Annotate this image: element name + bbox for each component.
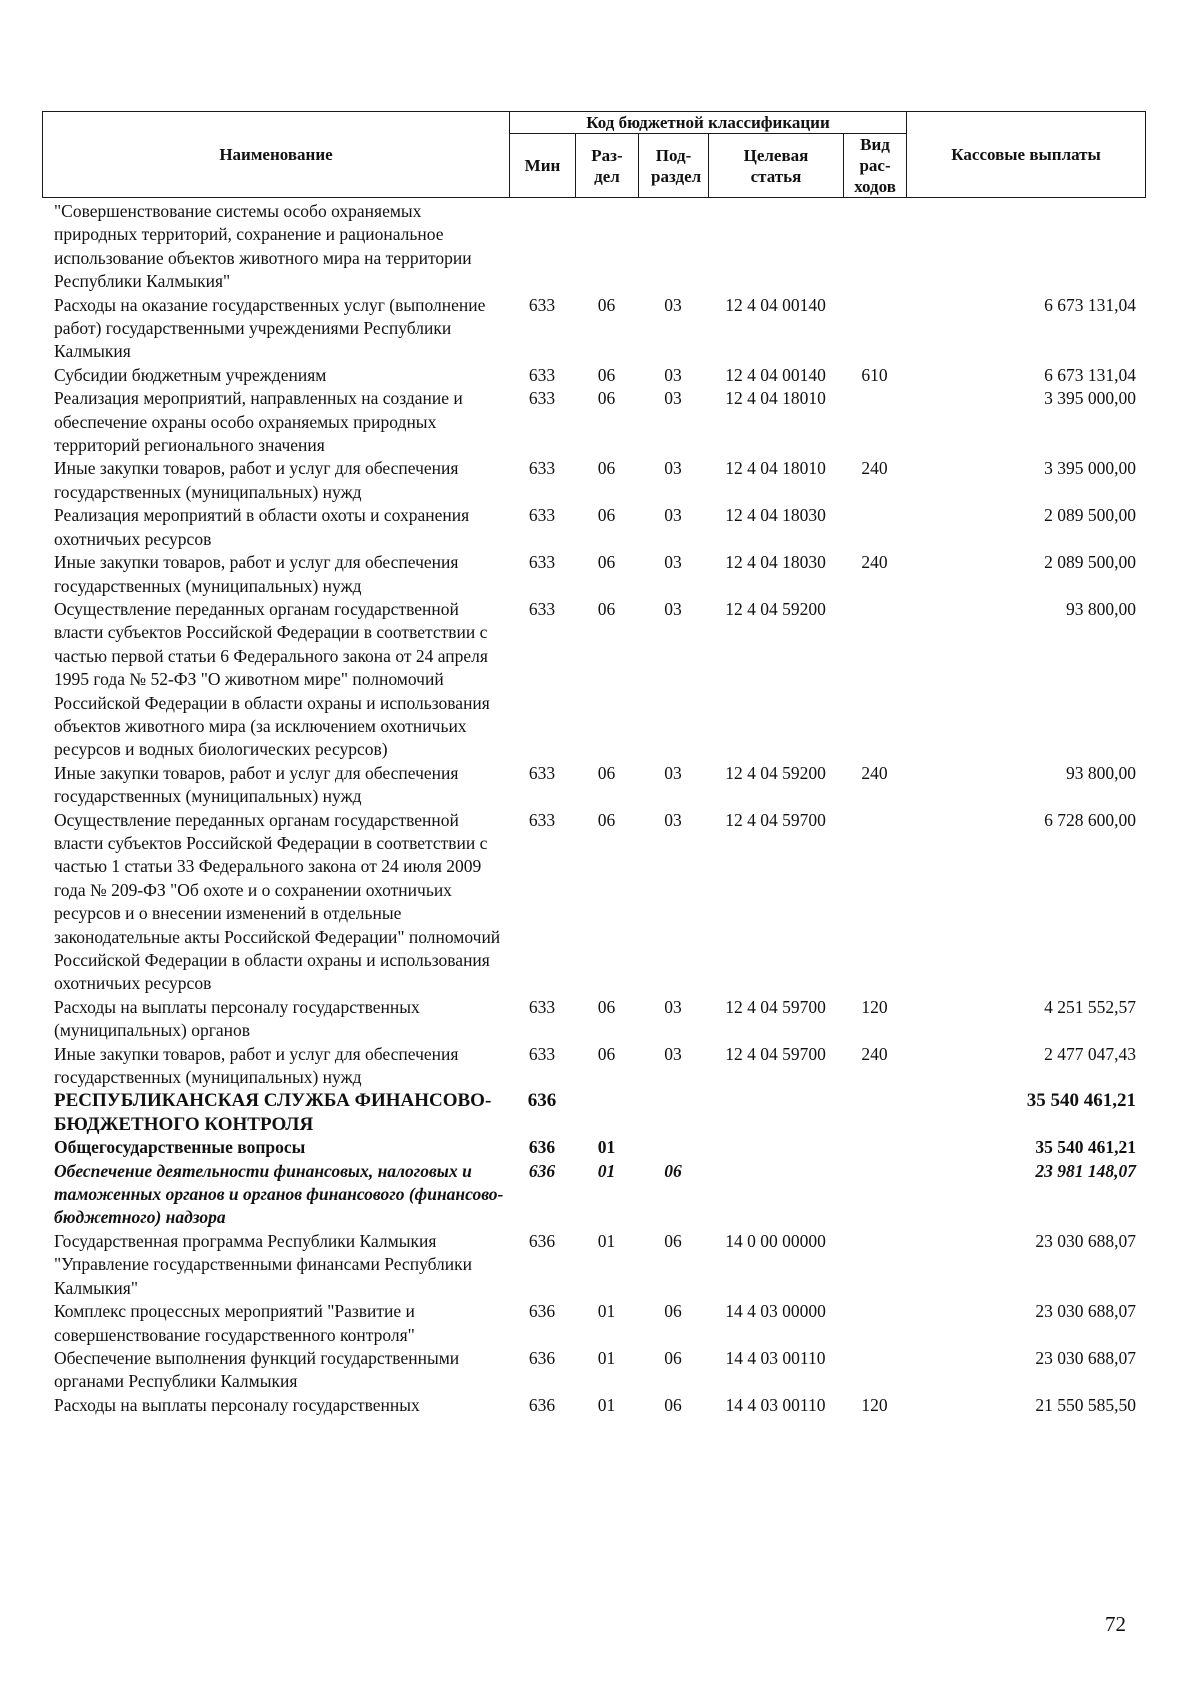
cell-name: "Совершенствование системы особо охраняемых природных территорий, сохранение и рациональное использование объектов животного мира на территории Республики Калмыкия" (54, 201, 472, 292)
cell-name: Реализация мероприятий в области охоты и сохранения охотничьих ресурсов (54, 505, 470, 549)
cell-podrazdel: 06 (664, 1160, 682, 1181)
cell-amount: 21 550 585,50 (1035, 1394, 1136, 1415)
cell-vid (843, 809, 906, 996)
cell-vid (843, 1160, 906, 1230)
cell-razdel (575, 200, 638, 294)
cell-razdel: 01 (597, 1347, 616, 1368)
cell-min: 636 (528, 1160, 556, 1181)
cell-vid (843, 598, 906, 762)
cell-min: 636 (528, 1301, 556, 1322)
cell-vid (843, 1230, 906, 1300)
cell-razdel: 06 (597, 505, 616, 526)
cell-amount: 93 800,00 (1066, 762, 1136, 783)
cell-amount (906, 200, 1145, 294)
table-row (42, 598, 1145, 762)
cell-min: 633 (528, 458, 556, 479)
table-row (42, 1230, 1145, 1300)
table-row (42, 294, 1145, 364)
cell-name: Обеспечение выполнения функций государственными органами Республики Калмыкия (54, 1347, 460, 1392)
cell-podrazdel: 03 (664, 294, 682, 315)
cell-celevaya: 12 4 04 59700 (725, 809, 826, 830)
header-kbk: Код бюджетной классификации (510, 112, 907, 134)
cell-amount: 23 030 688,07 (1035, 1347, 1136, 1368)
header-name: Наименование (43, 112, 510, 198)
cell-min: 636 (528, 1137, 556, 1158)
cell-celevaya (708, 1136, 843, 1159)
cell-podrazdel: 03 (664, 552, 682, 573)
cell-celevaya: 14 4 03 00110 (725, 1347, 826, 1368)
header-amount: Кассовые выплаты (907, 112, 1146, 198)
cell-name: Расходы на выплаты персоналу государственных (54, 1394, 420, 1415)
cell-name: Иные закупки товаров, работ и услуг для обеспечения государственных (муниципальных) нужд (54, 552, 459, 596)
header-vid: Вид рас-ходов (844, 134, 907, 198)
table-row (42, 200, 1145, 294)
cell-amount: 23 030 688,07 (1035, 1301, 1136, 1322)
cell-vid: 240 (861, 762, 888, 783)
cell-amount: 2 477 047,43 (1044, 1043, 1136, 1064)
cell-podrazdel: 03 (664, 809, 682, 830)
table-row (42, 1160, 1145, 1230)
cell-amount: 6 673 131,04 (1044, 294, 1136, 315)
cell-min: 633 (528, 388, 556, 409)
cell-celevaya: 14 4 03 00110 (725, 1394, 826, 1415)
cell-min: 633 (528, 505, 556, 526)
cell-min: 636 (528, 1230, 556, 1251)
cell-amount: 93 800,00 (1066, 598, 1136, 619)
table-row (42, 551, 1145, 598)
cell-min: 633 (528, 294, 556, 315)
cell-vid: 240 (861, 552, 888, 573)
cell-celevaya: 12 4 04 59700 (725, 1043, 826, 1064)
cell-min: 633 (528, 762, 556, 783)
cell-amount: 23 981 148,07 (1035, 1160, 1136, 1181)
cell-amount: 6 673 131,04 (1044, 364, 1136, 385)
cell-name: Иные закупки товаров, работ и услуг для обеспечения государственных (муниципальных) нужд (54, 1043, 459, 1088)
cell-celevaya: 14 4 03 00000 (725, 1301, 826, 1322)
header-min: Мин (510, 134, 576, 198)
cell-vid (843, 1136, 906, 1159)
cell-vid: 610 (861, 364, 888, 385)
cell-vid: 240 (861, 1043, 888, 1064)
cell-razdel: 06 (597, 552, 616, 573)
cell-podrazdel (638, 200, 708, 294)
cell-podrazdel: 03 (664, 505, 682, 526)
cell-podrazdel: 06 (664, 1347, 682, 1368)
cell-name: Осуществление переданных органам государственной власти субъектов Российской Федерации в соответствии с частью первой статьи 6 Федерального закона от 24 апреля 1995 года № 52-ФЗ "О животном мире" полномочий Российской Федерации в области охраны и использования объектов животного мира (за исключением охотничьих ресурсов и водных биологических ресурсов) (54, 598, 490, 760)
cell-name: Реализация мероприятий, направленных на создание и обеспечение охраны особо охраняемых природных территорий регионального значения (54, 388, 463, 456)
cell-vid (843, 1089, 906, 1136)
cell-vid (843, 1347, 906, 1394)
table-body (42, 200, 1145, 1417)
cell-name: РЕСПУБЛИКАНСКАЯ СЛУЖБА ФИНАНСОВО-БЮДЖЕТНОГО КОНТРОЛЯ (54, 1090, 492, 1135)
cell-razdel: 06 (597, 598, 616, 619)
cell-podrazdel: 03 (664, 996, 682, 1017)
cell-celevaya: 12 4 04 18030 (725, 552, 826, 573)
table-row (42, 1300, 1145, 1347)
cell-min: 636 (528, 1347, 556, 1368)
cell-min: 633 (528, 809, 556, 830)
cell-razdel: 01 (597, 1301, 616, 1322)
cell-razdel (575, 1089, 638, 1136)
table-row (42, 364, 1145, 387)
table-row (42, 1347, 1145, 1394)
cell-celevaya: 14 0 00 00000 (725, 1230, 826, 1251)
cell-amount: 35 540 461,21 (1035, 1137, 1136, 1158)
table-row (42, 1089, 1145, 1136)
cell-name: Субсидии бюджетным учреждениям (54, 364, 327, 385)
cell-razdel: 01 (597, 1137, 616, 1158)
cell-podrazdel: 06 (664, 1394, 682, 1415)
cell-vid (843, 200, 906, 294)
cell-podrazdel: 03 (664, 598, 682, 619)
cell-amount: 3 395 000,00 (1044, 458, 1136, 479)
cell-amount: 3 395 000,00 (1044, 388, 1136, 409)
table-row (42, 504, 1145, 551)
cell-vid (843, 387, 906, 457)
cell-vid (843, 504, 906, 551)
cell-name: Расходы на оказание государственных услуг (выполнение работ) государственными учреждениями Республики Калмыкия (54, 294, 486, 362)
cell-min: 633 (528, 1043, 556, 1064)
table-row (42, 1394, 1145, 1417)
cell-razdel: 06 (597, 1043, 616, 1064)
cell-celevaya (708, 1160, 843, 1230)
header-podrazdel: Под-раздел (639, 134, 709, 198)
cell-min: 633 (528, 598, 556, 619)
cell-razdel: 06 (597, 996, 616, 1017)
cell-celevaya: 12 4 04 18010 (725, 458, 826, 479)
cell-vid (843, 294, 906, 364)
cell-podrazdel (638, 1136, 708, 1159)
cell-razdel: 06 (597, 388, 616, 409)
cell-celevaya: 12 4 04 59700 (725, 996, 826, 1017)
cell-amount: 6 728 600,00 (1044, 809, 1136, 830)
cell-celevaya (708, 200, 843, 294)
table-row (42, 996, 1145, 1043)
cell-razdel: 01 (597, 1160, 616, 1181)
cell-podrazdel: 06 (664, 1301, 682, 1322)
cell-celevaya (708, 1089, 843, 1136)
cell-podrazdel: 03 (664, 388, 682, 409)
cell-amount: 2 089 500,00 (1044, 552, 1136, 573)
cell-min: 633 (528, 996, 556, 1017)
cell-name: Иные закупки товаров, работ и услуг для обеспечения государственных (муниципальных) нужд (54, 762, 459, 807)
cell-amount: 2 089 500,00 (1044, 505, 1136, 526)
cell-celevaya: 12 4 04 18010 (725, 388, 826, 409)
cell-min: 636 (527, 1090, 557, 1112)
cell-razdel: 06 (597, 294, 616, 315)
cell-amount: 23 030 688,07 (1035, 1230, 1136, 1251)
cell-celevaya: 12 4 04 59200 (725, 762, 826, 783)
cell-razdel: 06 (597, 364, 616, 385)
cell-min: 633 (528, 552, 556, 573)
cell-podrazdel: 06 (664, 1230, 682, 1251)
cell-name: Общегосударственные вопросы (54, 1137, 306, 1158)
cell-razdel: 01 (597, 1230, 616, 1251)
cell-name: Осуществление переданных органам государственной власти субъектов Российской Федерации в соответствии с частью 1 статьи 33 Федерального закона от 24 июля 2009 года № 209-ФЗ "Об охоте и о сохранении охотничьих ресурсов и о внесении изменений в отдельные законодательные акты Российской Федерации" полномочий Российской Федерации в области охраны и использования охотничьих ресурсов (54, 809, 501, 994)
cell-name: Обеспечение деятельности финансовых, налоговых и таможенных органов и органов финансового (финансово-бюджетного) надзора (54, 1160, 504, 1228)
cell-amount: 35 540 461,21 (1026, 1090, 1136, 1112)
header-razdel: Раз-дел (576, 134, 639, 198)
cell-name: Государственная программа Республики Калмыкия "Управление государственными финансами Республики Калмыкия" (54, 1230, 473, 1298)
cell-razdel: 06 (597, 809, 616, 830)
cell-razdel: 06 (597, 458, 616, 479)
cell-name: Комплекс процессных мероприятий "Развитие и совершенствование государственного контроля" (54, 1301, 415, 1345)
cell-razdel: 01 (597, 1394, 616, 1415)
cell-min: 636 (528, 1394, 556, 1415)
cell-amount: 4 251 552,57 (1044, 996, 1136, 1017)
cell-vid: 120 (861, 1394, 888, 1415)
header-celevaya: Целевая статья (709, 134, 844, 198)
budget-table (42, 111, 1145, 1417)
table-row (42, 762, 1145, 809)
table-row (42, 457, 1145, 504)
cell-podrazdel: 03 (664, 762, 682, 783)
cell-vid (843, 1300, 906, 1347)
cell-vid: 240 (861, 458, 888, 479)
cell-celevaya: 12 4 04 18030 (725, 505, 826, 526)
cell-podrazdel: 03 (664, 1043, 682, 1064)
cell-celevaya: 12 4 04 00140 (725, 294, 826, 315)
cell-podrazdel: 03 (664, 364, 682, 385)
cell-min: 633 (528, 364, 556, 385)
cell-podrazdel: 03 (664, 458, 682, 479)
table-row (42, 1043, 1145, 1090)
cell-min (509, 200, 575, 294)
table-row (42, 387, 1145, 457)
cell-celevaya: 12 4 04 59200 (725, 598, 826, 619)
table-row (42, 1136, 1145, 1159)
cell-vid: 120 (861, 996, 888, 1017)
cell-razdel: 06 (597, 762, 616, 783)
cell-celevaya: 12 4 04 00140 (725, 364, 826, 385)
cell-podrazdel (638, 1089, 708, 1136)
cell-name: Иные закупки товаров, работ и услуг для обеспечения государственных (муниципальных) нужд (54, 458, 459, 502)
page-number: 72 (1105, 1612, 1126, 1636)
table-header (42, 111, 1146, 198)
table-row (42, 809, 1145, 996)
cell-name: Расходы на выплаты персоналу государственных (муниципальных) органов (54, 996, 420, 1041)
